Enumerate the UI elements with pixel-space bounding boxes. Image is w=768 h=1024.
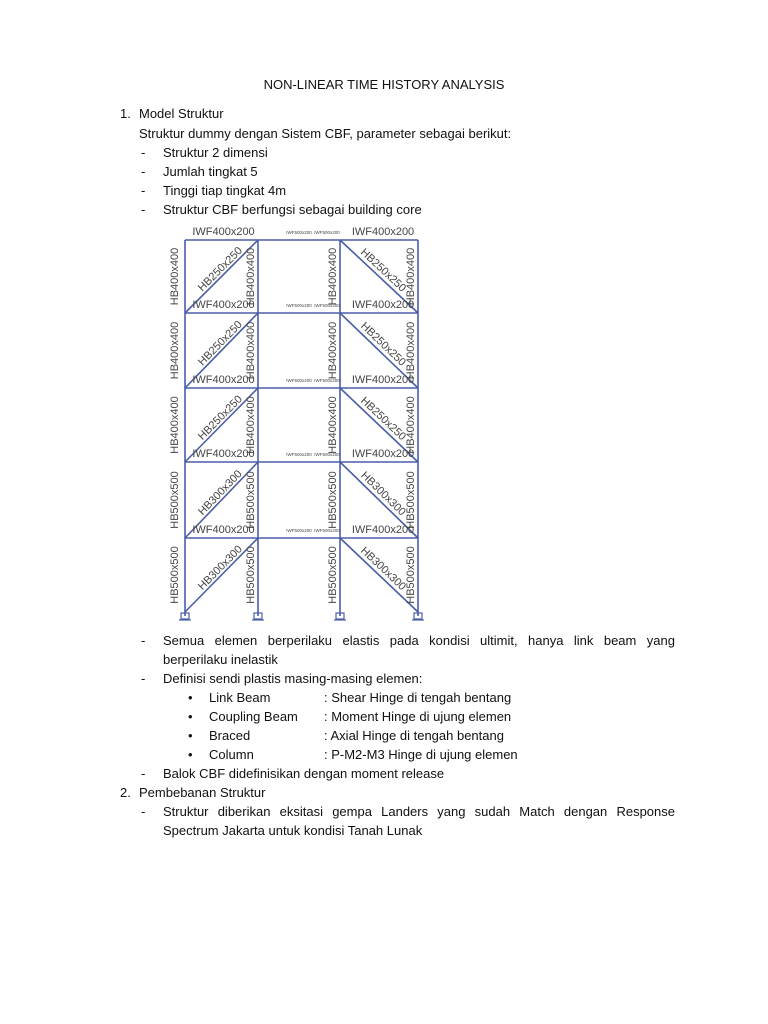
hinge-name-4: Column [209, 747, 254, 762]
link-beam-label: IWF500x200 [314, 230, 340, 236]
column-label: HB400x400 [168, 396, 181, 454]
dash-5: - [141, 633, 146, 648]
brace-label-right: HB250x250 [357, 246, 409, 295]
link-beam-label: IWF500x200 [314, 452, 340, 458]
link-beam-label: IWF500x200 [314, 528, 340, 534]
column-label: HB400x400 [404, 321, 417, 380]
brace-label-left: HB300x300 [195, 543, 245, 593]
elastic-line-1: Semua elemen berperilaku elastis pada kondisi ultimit, hanya link beam yang [163, 633, 675, 648]
section-1-intro: Struktur dummy dengan Sistem CBF, parameter sebagai berikut: [139, 126, 512, 141]
column-label: HB400x400 [326, 247, 339, 306]
column-label: HB400x400 [404, 247, 417, 306]
dash-1: - [141, 145, 146, 160]
column-label: HB400x400 [244, 396, 257, 454]
loading-line-2: Spectrum Jakarta untuk kondisi Tanah Lunak [163, 823, 423, 838]
dash-2: - [141, 164, 146, 179]
brace-label-left: HB250x250 [195, 393, 245, 443]
hinge-definition: Definisi sendi plastis masing-masing elemen: [163, 671, 423, 686]
hinge-name-1: Link Beam [209, 690, 271, 705]
moment-release-note: Balok CBF didefinisikan dengan moment release [163, 766, 445, 781]
link-beam-label: IWF500x200 [286, 230, 312, 236]
beam-label-right: IWF400x200 [351, 523, 415, 536]
link-beam-label: IWF500x200 [314, 378, 340, 384]
column-label: HB500x500 [404, 546, 417, 604]
column-label: HB400x400 [404, 396, 417, 454]
link-beam-label: IWF500x200 [286, 528, 312, 534]
hinge-desc-4: : P-M2-M3 Hinge di ujung elemen [324, 747, 518, 762]
hinge-desc-2: : Moment Hinge di ujung elemen [324, 709, 512, 724]
column-label: HB500x500 [326, 546, 339, 604]
brace-label-right: HB250x250 [358, 320, 408, 369]
column-label: HB400x400 [168, 247, 181, 306]
bullet-dot: • [188, 728, 193, 743]
section-2-heading: Pembebanan Struktur [139, 785, 266, 800]
column-label: HB500x500 [404, 471, 417, 529]
beam-label-right: IWF400x200 [351, 447, 415, 460]
hinge-desc-1: : Shear Hinge di tengah bentang [324, 690, 512, 705]
beam-label-right: IWF400x200 [351, 225, 415, 238]
param-item-3: Tinggi tiap tingkat 4m [163, 183, 287, 198]
hinge-name-2: Coupling Beam [209, 709, 298, 724]
column-label: HB400x400 [244, 321, 257, 380]
section-1-number: 1. [120, 106, 131, 121]
brace-label-right: HB300x300 [358, 469, 408, 519]
link-beam-label: IWF500x200 [286, 378, 312, 384]
column-label: HB500x500 [168, 546, 181, 604]
link-beam-label: IWF500x200 [286, 452, 312, 458]
cbf-frame-diagram [150, 218, 440, 624]
bullet-dot: • [188, 747, 193, 762]
beam-label-left: IWF400x200 [192, 523, 255, 536]
loading-line-1: Struktur diberikan eksitasi gempa Landers yang sudah Match dengan Response [163, 804, 675, 819]
dash-4: - [141, 202, 146, 217]
dash-6: - [141, 671, 146, 686]
column-label: HB500x500 [244, 546, 257, 604]
column-label: HB400x400 [326, 321, 339, 380]
beam-label-right: IWF400x200 [351, 298, 415, 311]
beam-label-left: IWF400x200 [192, 447, 255, 460]
link-beam-label: IWF500x200 [286, 303, 312, 309]
document-title: NON-LINEAR TIME HISTORY ANALYSIS [263, 77, 505, 92]
column-label: HB400x400 [326, 396, 339, 454]
param-item-1: Struktur 2 dimensi [163, 145, 268, 160]
column-label: HB500x500 [244, 471, 257, 529]
column-label: HB400x400 [168, 321, 181, 380]
beam-label-left: IWF400x200 [192, 225, 255, 238]
param-item-2: Jumlah tingkat 5 [163, 164, 258, 179]
dash-8: - [141, 804, 146, 819]
beam-label-left: IWF400x200 [192, 298, 255, 311]
hinge-name-3: Braced [209, 728, 251, 743]
brace-label-left: HB300x300 [196, 468, 245, 518]
dash-7: - [141, 766, 146, 781]
brace-label-right: HB300x300 [358, 544, 409, 594]
section-1-heading: Model Struktur [139, 106, 224, 121]
column-label: HB500x500 [168, 471, 181, 529]
hinge-desc-3: : Axial Hinge di tengah bentang [324, 728, 504, 743]
link-beam-label: IWF500x200 [314, 303, 340, 309]
elastic-line-2: berperilaku inelastik [163, 652, 278, 667]
dash-3: - [141, 183, 146, 198]
brace-label-left: HB250x250 [196, 318, 245, 369]
brace-label-right: HB250x250 [358, 394, 409, 444]
bullet-dot: • [188, 690, 193, 705]
brace-label-left: HB250x250 [195, 244, 246, 295]
column-label: HB500x500 [326, 471, 339, 529]
bullet-dot: • [188, 709, 193, 724]
column-label: HB400x400 [244, 247, 257, 306]
beam-label-right: IWF400x200 [351, 373, 415, 386]
section-2-number: 2. [120, 785, 131, 800]
param-item-4: Struktur CBF berfungsi sebagai building core [163, 202, 422, 217]
beam-label-left: IWF400x200 [192, 373, 255, 386]
